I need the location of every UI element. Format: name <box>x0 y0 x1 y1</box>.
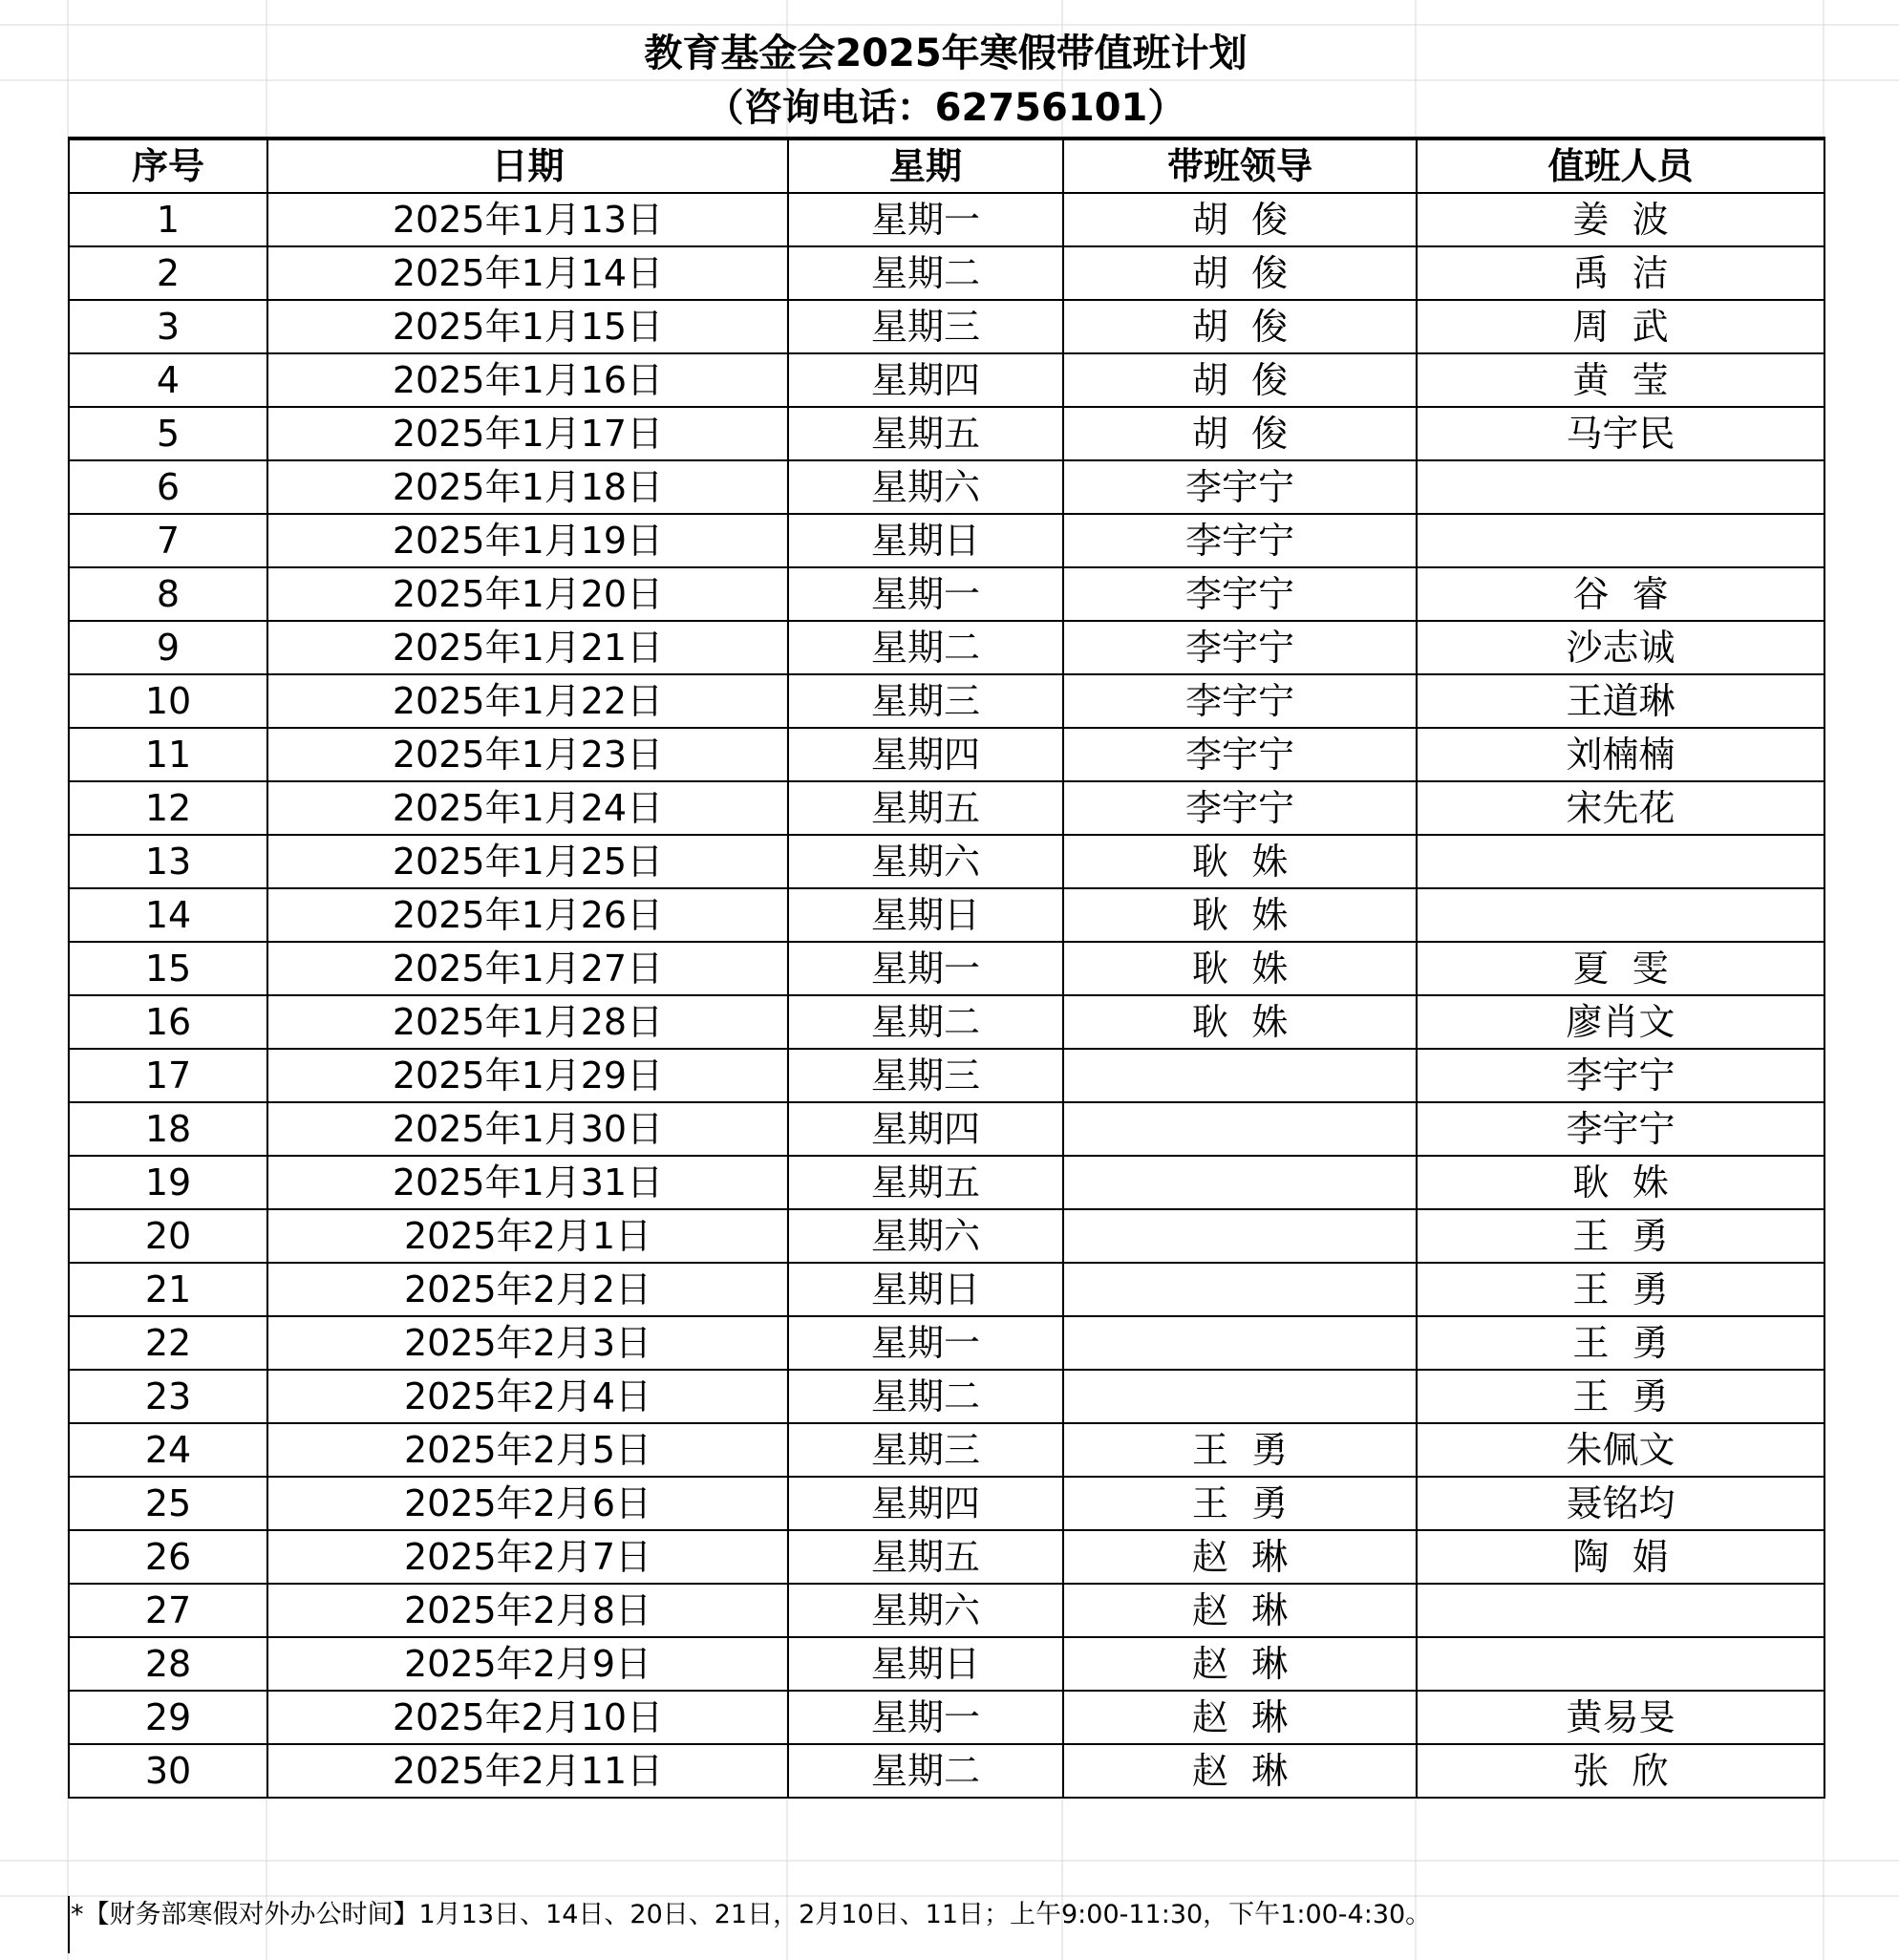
table-row <box>69 567 1824 621</box>
cell-staff: 廖肖文 <box>1417 995 1824 1049</box>
cell-leader: 赵 琳 <box>1063 1691 1417 1744</box>
cell-leader <box>1063 1316 1417 1370</box>
cell-weekday: 星期六 <box>788 460 1063 514</box>
table-row <box>69 1423 1824 1477</box>
cell-index: 18 <box>69 1102 267 1156</box>
cell-staff: 聂铭均 <box>1417 1477 1824 1530</box>
table-row <box>69 1530 1824 1584</box>
table-row <box>69 246 1824 300</box>
cell-index: 9 <box>69 621 267 674</box>
cell-index: 11 <box>69 728 267 781</box>
cell-staff: 陶 娟 <box>1417 1530 1824 1584</box>
cell-date: 2025年2月3日 <box>267 1316 788 1370</box>
cell-staff: 马宇民 <box>1417 407 1824 460</box>
cell-leader: 耿 姝 <box>1063 995 1417 1049</box>
cell-weekday: 星期二 <box>788 1370 1063 1423</box>
cell-leader: 赵 琳 <box>1063 1530 1417 1584</box>
cell-date: 2025年1月23日 <box>267 728 788 781</box>
table-row <box>69 888 1824 942</box>
cell-weekday: 星期一 <box>788 1316 1063 1370</box>
page-title: 教育基金会2025年寒假带值班计划 <box>644 32 1248 75</box>
cell-date: 2025年1月15日 <box>267 300 788 353</box>
cell-weekday: 星期六 <box>788 1584 1063 1637</box>
cell-staff <box>1417 514 1824 567</box>
table-row <box>69 942 1824 995</box>
table-row <box>69 193 1824 246</box>
cell-weekday: 星期四 <box>788 728 1063 781</box>
cell-weekday: 星期三 <box>788 1423 1063 1477</box>
cell-staff <box>1417 835 1824 888</box>
cell-staff: 张 欣 <box>1417 1744 1824 1798</box>
table-row <box>69 1316 1824 1370</box>
cell-leader: 胡 俊 <box>1063 407 1417 460</box>
cell-date: 2025年1月25日 <box>267 835 788 888</box>
cell-date: 2025年1月21日 <box>267 621 788 674</box>
header-date: 日期 <box>267 138 788 193</box>
cell-leader: 胡 俊 <box>1063 246 1417 300</box>
cell-weekday: 星期一 <box>788 942 1063 995</box>
cell-weekday: 星期一 <box>788 193 1063 246</box>
cell-leader: 胡 俊 <box>1063 300 1417 353</box>
table-row <box>69 460 1824 514</box>
cell-date: 2025年1月31日 <box>267 1156 788 1209</box>
cell-weekday: 星期四 <box>788 1102 1063 1156</box>
cell-staff: 朱佩文 <box>1417 1423 1824 1477</box>
header-leader: 带班领导 <box>1063 138 1417 193</box>
cell-date: 2025年2月11日 <box>267 1744 788 1798</box>
cell-leader: 耿 姝 <box>1063 942 1417 995</box>
cell-leader: 胡 俊 <box>1063 353 1417 407</box>
cell-date: 2025年1月17日 <box>267 407 788 460</box>
table-row <box>69 1156 1824 1209</box>
cell-weekday: 星期日 <box>788 1637 1063 1691</box>
cell-staff: 李宇宁 <box>1417 1102 1824 1156</box>
office-hours-footnote: *【财务部寒假对外办公时间】1月13日、14日、20日、21日，2月10日、11日；上午9:00-11:30，下午1:00-4:30。 <box>71 1900 1432 1929</box>
cell-weekday: 星期五 <box>788 781 1063 835</box>
cell-leader <box>1063 1370 1417 1423</box>
cell-date: 2025年2月1日 <box>267 1209 788 1263</box>
cell-weekday: 星期三 <box>788 674 1063 728</box>
cell-staff: 禹 洁 <box>1417 246 1824 300</box>
cell-weekday: 星期日 <box>788 514 1063 567</box>
cell-index: 26 <box>69 1530 267 1584</box>
cell-date: 2025年2月7日 <box>267 1530 788 1584</box>
cell-weekday: 星期一 <box>788 567 1063 621</box>
cell-weekday: 星期二 <box>788 995 1063 1049</box>
cell-date: 2025年1月18日 <box>267 460 788 514</box>
table-row <box>69 514 1824 567</box>
table-row <box>69 1370 1824 1423</box>
cell-staff: 王 勇 <box>1417 1370 1824 1423</box>
cell-staff: 李宇宁 <box>1417 1049 1824 1102</box>
cell-staff <box>1417 460 1824 514</box>
cell-index: 10 <box>69 674 267 728</box>
cell-date: 2025年2月8日 <box>267 1584 788 1637</box>
cell-index: 22 <box>69 1316 267 1370</box>
cell-staff: 沙志诚 <box>1417 621 1824 674</box>
cell-date: 2025年1月24日 <box>267 781 788 835</box>
cell-weekday: 星期日 <box>788 1263 1063 1316</box>
cell-index: 28 <box>69 1637 267 1691</box>
cell-date: 2025年2月6日 <box>267 1477 788 1530</box>
cell-leader <box>1063 1102 1417 1156</box>
cell-index: 27 <box>69 1584 267 1637</box>
cell-weekday: 星期五 <box>788 407 1063 460</box>
table-row <box>69 674 1824 728</box>
cell-index: 8 <box>69 567 267 621</box>
cell-weekday: 星期五 <box>788 1530 1063 1584</box>
cell-index: 7 <box>69 514 267 567</box>
cell-leader: 李宇宁 <box>1063 781 1417 835</box>
cell-leader: 李宇宁 <box>1063 514 1417 567</box>
cell-index: 20 <box>69 1209 267 1263</box>
cell-date: 2025年1月20日 <box>267 567 788 621</box>
cell-index: 3 <box>69 300 267 353</box>
cell-index: 29 <box>69 1691 267 1744</box>
cell-staff: 王 勇 <box>1417 1263 1824 1316</box>
cell-staff: 耿 姝 <box>1417 1156 1824 1209</box>
cell-weekday: 星期五 <box>788 1156 1063 1209</box>
cell-index: 5 <box>69 407 267 460</box>
table-row <box>69 835 1824 888</box>
cell-weekday: 星期六 <box>788 835 1063 888</box>
cell-leader: 李宇宁 <box>1063 460 1417 514</box>
cell-index: 6 <box>69 460 267 514</box>
cell-leader: 赵 琳 <box>1063 1584 1417 1637</box>
cell-weekday: 星期三 <box>788 1049 1063 1102</box>
cell-date: 2025年2月5日 <box>267 1423 788 1477</box>
cell-staff: 黄 莹 <box>1417 353 1824 407</box>
table-row <box>69 728 1824 781</box>
cell-staff <box>1417 888 1824 942</box>
table-row <box>69 995 1824 1049</box>
table-row <box>69 407 1824 460</box>
table-row <box>69 1637 1824 1691</box>
cell-index: 13 <box>69 835 267 888</box>
cell-weekday: 星期二 <box>788 246 1063 300</box>
cell-date: 2025年1月13日 <box>267 193 788 246</box>
cell-date: 2025年2月2日 <box>267 1263 788 1316</box>
cell-date: 2025年1月30日 <box>267 1102 788 1156</box>
table-row <box>69 621 1824 674</box>
cell-index: 30 <box>69 1744 267 1798</box>
cell-leader: 王 勇 <box>1063 1423 1417 1477</box>
cell-weekday: 星期日 <box>788 888 1063 942</box>
cell-leader: 胡 俊 <box>1063 193 1417 246</box>
cell-staff: 黄易旻 <box>1417 1691 1824 1744</box>
cell-staff: 谷 睿 <box>1417 567 1824 621</box>
cell-weekday: 星期四 <box>788 353 1063 407</box>
consult-phone-subtitle: （咨询电话：62756101） <box>705 86 1186 130</box>
cell-staff: 王 勇 <box>1417 1316 1824 1370</box>
cell-staff: 刘楠楠 <box>1417 728 1824 781</box>
cell-index: 15 <box>69 942 267 995</box>
cell-date: 2025年1月26日 <box>267 888 788 942</box>
cell-date: 2025年2月9日 <box>267 1637 788 1691</box>
table-row <box>69 353 1824 407</box>
cell-leader: 李宇宁 <box>1063 621 1417 674</box>
table-row <box>69 1691 1824 1744</box>
cell-weekday: 星期二 <box>788 1744 1063 1798</box>
cell-index: 21 <box>69 1263 267 1316</box>
table-row <box>69 1209 1824 1263</box>
cell-index: 17 <box>69 1049 267 1102</box>
table-header-row <box>69 138 1824 193</box>
cell-leader <box>1063 1263 1417 1316</box>
cell-date: 2025年2月10日 <box>267 1691 788 1744</box>
table-row <box>69 1049 1824 1102</box>
cell-staff: 王 勇 <box>1417 1209 1824 1263</box>
cell-index: 2 <box>69 246 267 300</box>
cell-weekday: 星期四 <box>788 1477 1063 1530</box>
cell-index: 25 <box>69 1477 267 1530</box>
cell-staff: 周 武 <box>1417 300 1824 353</box>
cell-leader: 赵 琳 <box>1063 1637 1417 1691</box>
cell-date: 2025年1月28日 <box>267 995 788 1049</box>
cell-index: 24 <box>69 1423 267 1477</box>
table-row <box>69 781 1824 835</box>
cell-date: 2025年2月4日 <box>267 1370 788 1423</box>
cell-index: 19 <box>69 1156 267 1209</box>
cell-leader <box>1063 1209 1417 1263</box>
cell-index: 14 <box>69 888 267 942</box>
table-row <box>69 1584 1824 1637</box>
cell-index: 12 <box>69 781 267 835</box>
cell-date: 2025年1月29日 <box>267 1049 788 1102</box>
cell-leader: 耿 姝 <box>1063 835 1417 888</box>
cell-date: 2025年1月14日 <box>267 246 788 300</box>
cell-staff <box>1417 1637 1824 1691</box>
cell-staff: 姜 波 <box>1417 193 1824 246</box>
cell-staff: 宋先花 <box>1417 781 1824 835</box>
cell-index: 16 <box>69 995 267 1049</box>
table-row <box>69 1263 1824 1316</box>
header-index: 序号 <box>69 138 267 193</box>
cell-leader: 赵 琳 <box>1063 1744 1417 1798</box>
table-row <box>69 1102 1824 1156</box>
cell-date: 2025年1月27日 <box>267 942 788 995</box>
cell-index: 23 <box>69 1370 267 1423</box>
cell-weekday: 星期二 <box>788 621 1063 674</box>
cell-staff: 夏 雯 <box>1417 942 1824 995</box>
cell-index: 1 <box>69 193 267 246</box>
cell-weekday: 星期六 <box>788 1209 1063 1263</box>
cell-date: 2025年1月22日 <box>267 674 788 728</box>
cell-weekday: 星期一 <box>788 1691 1063 1744</box>
cell-leader: 李宇宁 <box>1063 674 1417 728</box>
duty-schedule-table <box>68 137 1825 1799</box>
footnote-border <box>68 1896 70 1953</box>
cell-leader <box>1063 1049 1417 1102</box>
cell-leader <box>1063 1156 1417 1209</box>
header-staff: 值班人员 <box>1417 138 1824 193</box>
table-row <box>69 1744 1824 1798</box>
header-weekday: 星期 <box>788 138 1063 193</box>
cell-leader: 李宇宁 <box>1063 567 1417 621</box>
cell-staff <box>1417 1584 1824 1637</box>
cell-leader: 王 勇 <box>1063 1477 1417 1530</box>
cell-leader: 李宇宁 <box>1063 728 1417 781</box>
cell-staff: 王道琳 <box>1417 674 1824 728</box>
table-row <box>69 300 1824 353</box>
table-row <box>69 1477 1824 1530</box>
cell-date: 2025年1月16日 <box>267 353 788 407</box>
cell-date: 2025年1月19日 <box>267 514 788 567</box>
cell-leader: 耿 姝 <box>1063 888 1417 942</box>
cell-weekday: 星期三 <box>788 300 1063 353</box>
cell-index: 4 <box>69 353 267 407</box>
